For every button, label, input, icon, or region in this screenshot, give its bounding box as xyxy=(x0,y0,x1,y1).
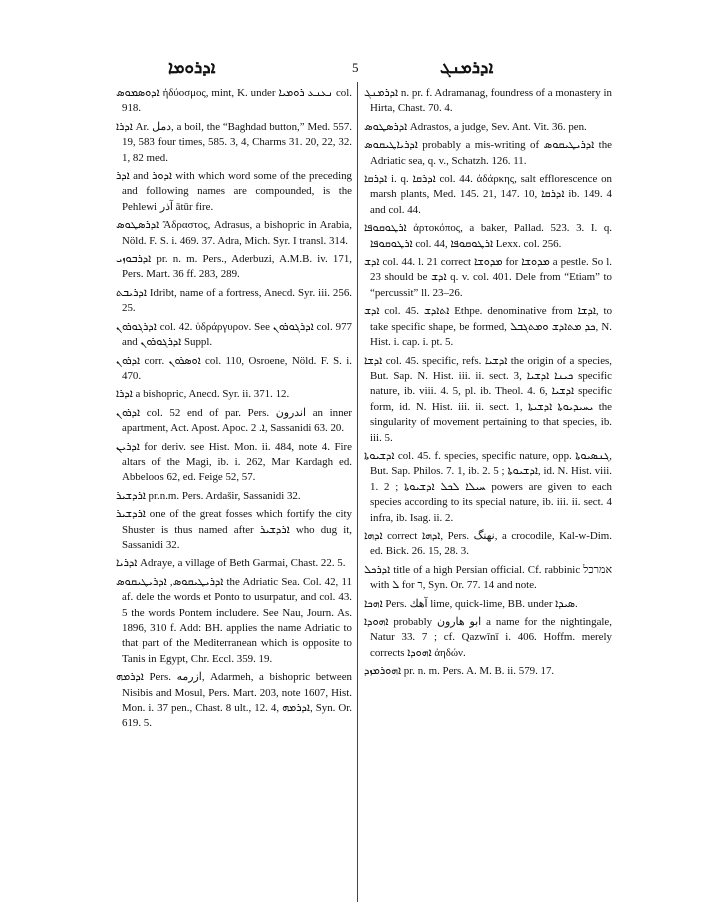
left-column xyxy=(116,86,352,906)
dictionary-entry: ܐܕܗܐ correct ܐܕܗܐ, Pers. نهنگ, a crocodile, Kal-w-Dim. ed. Bick. 26. 15, 28. 3. xyxy=(364,529,612,558)
dictionary-entry: ܐܕܪܣܛܘܣ Ἄδραστος, Adrasus, a bishopric in Arabia, Nöld. F. S. i. 469. 37. Adra, Mich. Syr. I transl. 314. xyxy=(116,219,352,247)
dictionary-entry: ܐܗܘܪܡܙܕ pr. n. m. Pers. A. M. B. ii. 579. 17. xyxy=(364,665,555,678)
dictionary-entry: ܐܕܪܐ a bishopric, Anecd. Syr. ii. 371. 12. xyxy=(116,388,290,401)
dictionary-entry: ܐܪܛܘܩܘܦܐ ἀρτοκόπος, a baker, Pallad. 523. 3. I. q. ܐܪܛܘܩܘܦܐ col. 44, ܐܪܛܘܩܘܦܐ Lexx. col. 256. xyxy=(364,222,612,250)
dictionary-entry: ܐܕܪܣܛܘܣ Adrastos, a judge, Sev. Ant. Vit. 36. pen. xyxy=(364,120,587,133)
dictionary-entry: ܐܕܪܒܘܙܝ pr. n. m. Pers., Aderbuzi, A.M.B. iv. 171, Pers. Mart. 36 ff. 283, 289. xyxy=(116,253,352,281)
dictionary-entry: ܐܗܘܕܐ probably ابو هارون a name for the nightingale, Natur 33. 7 ; cf. Qazwīnī i. 406. Hoffm. merely corrects ܐܗܘܕܐ ἀηδών. xyxy=(364,616,612,659)
dictionary-entry: ܐܕܪܝܐ Adraye, a village of Beth Garmai, Chast. 22. 5. xyxy=(116,557,346,570)
dictionary-entry: ܐܕܪܡܗ Pers. ازرمه, Adarmeh, a bishopric between Nisibis and Mosul, Pers. Mart. 203, note 1607, Hist. Mon. i. 37 pen., Chast. 8 ult., 12. 4, ܐܕܪܡܗ, Syn. Or. 619. 5. xyxy=(116,671,352,730)
dictionary-entry: ܐܪܕܫܝܪ pr.n.m. Pers. Ardašir, Sassanidi 32. xyxy=(116,489,301,502)
dictionary-entry: ܐܕܪܝܢ for deriv. see Hist. Mon. ii. 484, note 4. Fire altars of the Magi, ib. i. 262, Mar Kardagh ed. Abbeloos 62, ed. Feige 52, 57. xyxy=(116,440,352,484)
dictionary-entry: ܐܕܪܝܒܬ Idribt, name of a fortress, Anecd. Syr. iii. 256. 25. xyxy=(116,286,352,315)
dictionary-entry: ܐܕܫ col. 45. ܐܬܐܕܫ Ethpe. denominative from ܐܕܫܐ, to take specific shape, be formed, ܟܕ ܡܬܐܕܫ ܘܡܬܓܒܠ, N. Hist. i. cap. i. pt. 5. xyxy=(364,305,612,349)
dictionary-entry: ܐܕܫ col. 44. l. 21 correct ܡܕܘܫܐ for ܡܕܘܫܐ a pestle. So l. 23 should be ܐܕܫ q. v. col. 401. Dele from “Etiam” to “percussit” ll. 23–26. xyxy=(364,256,612,299)
left-running-title: ܐܕܪܘܡܐ xyxy=(168,58,216,77)
right-running-title: ܐܕܪܡܢܓ xyxy=(440,58,494,77)
dictionary-entry: ܐܕܘܣܡܘܣ ἡδύοσμος, mint, K. under ܢܥܢܥ ܪܘܡܝܐ col. 918. xyxy=(116,87,352,115)
dictionary-entry: ܐܕܪܝܛܝܩܘܣ, ܐܕܪܝܛܝܩܘܣ the Adriatic Sea. Col. 42, 11 af. dele the words et Ponto to usurpatur, and col. 43. 5 the words Pontem includere. See Nau, Journ. As. 1896, 310 f. Add: BH. applies the name Adriatic to that part of the Mediterranean which is opposite to Tanis in Egypt, Chr. Eccl. 359. 19. xyxy=(116,575,352,665)
dictionary-entry: ܐܕܪܩܐ i. q. ܐܕܪܩܐ col. 44. ἀδάρκης, salt efflorescence on marsh plants, Med. 145. 21, 147. 10, ܐܕܪܩܐ ib. 149. 4 and col. 44. xyxy=(364,173,612,216)
page-header xyxy=(0,58,714,80)
column-divider xyxy=(357,82,358,902)
dictionary-entry: ܐܕܪܘܢ corr. ܐܘܣܪܘܢ col. 110, Osroene, Nöld. F. S. i. 470. xyxy=(116,354,352,382)
dictionary-entry: ܐܕܪܝܐܛܝܩܘܣ probably a mis-writing of ܐܕܪܝܛܝܩܘܣ the Adriatic sea, q. v., Schatzh. 126. 11. xyxy=(364,139,612,167)
dictionary-entry: ܐܕܫܐ col. 45. specific, refs. ܐܕܫܝܐ the origin of a species, But. Sap. N. Hist. iii. ii. sect. 3, ܟܝܢܐ ܐܕܫܝܐ specific nature, ib. viii. 4. 5, pl. ib. Theol. 4. 6, ܐܕܫܝܐ specific form, id. N. Hist. iii. ii. sect. 1, ܝܚܝܕܝܘܬܐ ܐܕܫܝܬܐ the singularity of movement pertaining to that species, ib. iii. 5. xyxy=(364,354,612,444)
dictionary-entry: ܐܗܟܐ Pers. آهك lime, quick-lime, BB. under ܣܝܕܐ. xyxy=(364,597,578,610)
dictionary-entry: ܐܕܪܘܢ col. 52 end of par. Pers. اندرون an inner apartment, Act. Apost. Apoc. ܐ. 2, Sassanidi 63. 20. xyxy=(116,406,352,435)
page-number: 5 xyxy=(352,60,359,75)
dictionary-entry: ܐܕܪܓܘܪܘܢ col. 42. ὑδράργυρον. See ܐܕܪܓܘܪܘܢ col. 977 and ܐܕܪܓܘܪܘܢ Suppl. xyxy=(116,320,352,349)
dictionary-entry: ܐܪܕܫܝܪ one of the great fosses which fortify the city Shuster is thus named after ܐܪܕܫܝܪ who dug it, Sassanidi 32. xyxy=(116,508,352,551)
dictionary-entry: ܐܕܪܐ Ar. دمل, a boil, the “Baghdad button,” Med. 557. 19, 583 four times, 585. 3, 4, Charms 31. 20, 22, 32. 1, 82 med. xyxy=(116,120,352,164)
dictionary-entry: ܐܕܫܝܘܬܐ col. 45. f. species, specific nature, opp. ܓܢܣܝܘܬܐ, But. Sap. Philos. 7. 1, ib. 2. 5 ; ܐܕܫܝܘܬܐ, id. N. Hist. viii. 1. 2 ; ܚܝܠܐ ܠܟܠ ܐܕܫܝܘܬܐ powers are given to each species according to its special nature, ib. iii. ii. sect. 4 infra, ib. Isag. ii. 2. xyxy=(364,449,612,524)
dictionary-entry: ܐܕܪܡܢܓ n. pr. f. Adramanag, foundress of a monastery in Hirta, Chast. 70. 4. xyxy=(364,87,612,115)
dictionary-entry: ܐܕܪ and ܐܕܘܪ with which word some of the preceding and following names are compounded, is the Pehlewi آذر ātūr fire. xyxy=(116,170,352,213)
dictionary-entry: ܐܕܪܟܠ title of a high Persian official. Cf. rabbinic אמרכל with ܠ for ר, Syn. Or. 77. 14 and note. xyxy=(364,563,612,592)
right-column xyxy=(364,86,612,906)
